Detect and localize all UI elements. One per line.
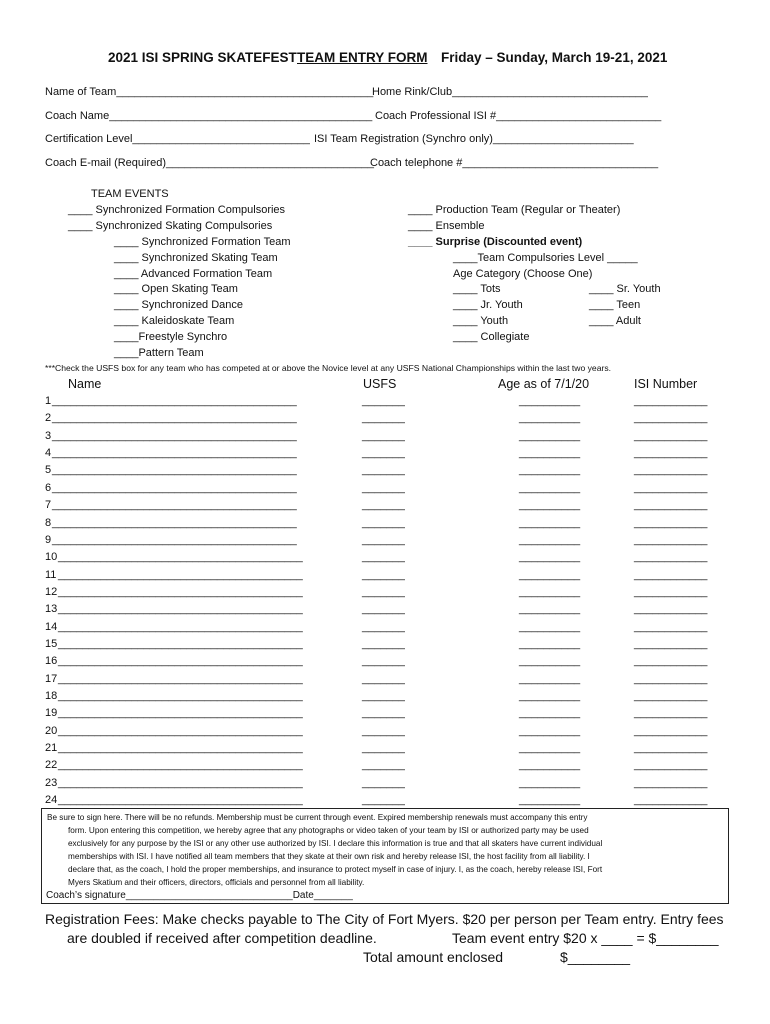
row-number: 19: [45, 707, 58, 720]
skater-name-field[interactable]: ________________________________________: [58, 637, 303, 650]
usfs-field[interactable]: _______: [362, 568, 405, 581]
skater-name-field[interactable]: ________________________________________: [58, 759, 303, 772]
age-field[interactable]: __________: [519, 776, 581, 789]
isi-number-field[interactable]: ____________: [634, 655, 708, 668]
roster-header-age: Age as of 7/1/20: [498, 377, 590, 391]
age-field[interactable]: __________: [519, 620, 581, 633]
isi-number-field[interactable]: ____________: [634, 690, 708, 702]
age-field[interactable]: __________: [519, 672, 581, 685]
row-number: 21: [45, 742, 58, 754]
skater-name-field[interactable]: ________________________________________: [58, 620, 303, 633]
usfs-field[interactable]: _______: [362, 585, 405, 598]
event-formation-compulsories[interactable]: ____ Synchronized Formation Compulsories: [68, 204, 286, 216]
isi-number-field[interactable]: ____________: [634, 464, 708, 477]
coach-signature-field[interactable]: Coach’s signature______________________________Date_______: [46, 890, 353, 901]
row-number: 9: [45, 533, 52, 546]
row-number: 8: [45, 516, 52, 529]
coach-isi-field[interactable]: Coach Professional ISI #___________________________: [375, 110, 662, 122]
legal-line: form. Upon entering this competition, we hereby agree that any photographs or video taken of your team by ISI or authorized party may be used: [68, 826, 589, 835]
isi-number-field[interactable]: ____________: [634, 759, 708, 772]
event-production-team[interactable]: ____ Production Team (Regular or Theater): [408, 204, 621, 216]
isi-number-field[interactable]: ____________: [634, 707, 708, 720]
skater-name-field[interactable]: ________________________________________: [58, 690, 303, 702]
team-entry-calc[interactable]: Team event entry $20 x ____ = $________: [452, 930, 719, 946]
usfs-field[interactable]: _______: [362, 672, 405, 685]
skater-name-field[interactable]: ________________________________________: [52, 412, 297, 425]
usfs-field[interactable]: _______: [362, 655, 405, 668]
skater-name-field[interactable]: ________________________________________: [58, 655, 303, 668]
fees-line-1: Registration Fees: Make checks payable to The City of Fort Myers. $20 per person per Team entry. Entry fees: [45, 911, 724, 927]
skater-name-field[interactable]: ________________________________________: [58, 551, 303, 564]
coach-name-field[interactable]: Coach Name___________________________________________: [45, 110, 373, 122]
age-field[interactable]: __________: [519, 690, 581, 702]
skater-name-field[interactable]: ________________________________________: [58, 707, 303, 720]
usfs-field[interactable]: _______: [362, 759, 405, 772]
row-number: 14: [45, 620, 58, 633]
age-field[interactable]: __________: [519, 412, 581, 425]
age-field[interactable]: __________: [519, 516, 581, 529]
usfs-field[interactable]: _______: [362, 707, 405, 720]
skater-name-field[interactable]: ________________________________________: [58, 585, 303, 598]
legal-line: exclusively for any purpose by the ISI or any other use authorized by ISI. I declare this information is true and that all skaters have current individual: [68, 839, 603, 848]
skater-name-field[interactable]: ________________________________________: [52, 395, 297, 407]
isi-number-field[interactable]: ____________: [634, 637, 708, 650]
usfs-field[interactable]: _______: [362, 637, 405, 650]
row-number: 2: [45, 412, 52, 425]
row-number: 23: [45, 776, 58, 789]
skater-name-field[interactable]: ________________________________________: [52, 429, 297, 442]
event-sub-item[interactable]: ____ Kaleidoskate Team: [114, 315, 235, 327]
isi-number-field[interactable]: ____________: [634, 585, 708, 598]
age-field[interactable]: __________: [519, 429, 581, 442]
event-sub-item[interactable]: ____ Synchronized Dance: [114, 299, 244, 311]
age-field[interactable]: __________: [519, 447, 581, 460]
isi-registration-field[interactable]: ISI Team Registration (Synchro only)_______________________: [314, 133, 634, 145]
row-number: 16: [45, 655, 58, 668]
row-number: 12: [45, 585, 58, 598]
usfs-field[interactable]: _______: [362, 724, 405, 737]
row-number: 20: [45, 724, 58, 737]
isi-number-field[interactable]: ____________: [634, 551, 708, 564]
skater-name-field[interactable]: ________________________________________: [52, 481, 297, 494]
usfs-field[interactable]: _______: [362, 516, 405, 529]
isi-number-field[interactable]: ____________: [634, 742, 708, 754]
usfs-field[interactable]: _______: [362, 395, 405, 407]
usfs-field[interactable]: _______: [362, 776, 405, 789]
age-field[interactable]: __________: [519, 707, 581, 720]
skater-name-field[interactable]: ________________________________________: [52, 499, 297, 512]
isi-number-field[interactable]: ____________: [634, 481, 708, 494]
event-surprise[interactable]: ____ Surprise (Discounted event): [408, 236, 583, 248]
usfs-field[interactable]: _______: [362, 794, 405, 806]
row-number: 7: [45, 499, 52, 512]
age-field[interactable]: __________: [519, 533, 581, 546]
row-number: 17: [45, 672, 58, 685]
age-category-label: Age Category (Choose One): [453, 268, 593, 280]
isi-number-field[interactable]: ____________: [634, 724, 708, 737]
isi-number-field[interactable]: ____________: [634, 620, 708, 633]
age-field[interactable]: __________: [519, 724, 581, 737]
isi-number-field[interactable]: ____________: [634, 568, 708, 581]
event-sub-item[interactable]: ____Pattern Team: [114, 347, 204, 359]
age-field[interactable]: __________: [519, 655, 581, 668]
row-number: 5: [45, 464, 52, 477]
row-number: 24: [45, 794, 58, 806]
isi-number-field[interactable]: ____________: [634, 516, 708, 529]
legal-box: [41, 808, 729, 904]
form-title: [297, 50, 428, 65]
skater-name-field[interactable]: ________________________________________: [58, 776, 303, 789]
row-number: 1: [45, 395, 52, 407]
coach-phone-field[interactable]: Coach telephone #________________________________: [370, 157, 659, 169]
skater-name-field[interactable]: ________________________________________: [58, 568, 303, 581]
team-name-field[interactable]: Name of Team__________________________________________: [45, 86, 374, 98]
event-skating-compulsories[interactable]: ____ Synchronized Skating Compulsories: [68, 220, 273, 232]
usfs-field[interactable]: _______: [362, 499, 405, 512]
age-option[interactable]: ____ Youth: [453, 315, 509, 327]
age-field[interactable]: __________: [519, 637, 581, 650]
event-sub-item[interactable]: ____ Synchronized Skating Team: [114, 252, 278, 264]
age-option[interactable]: ____ Tots: [453, 283, 501, 295]
isi-number-field[interactable]: ____________: [634, 499, 708, 512]
usfs-note: ***Check the USFS box for any team who has competed at or above the Novice level at any USFS National Championships within the last two years.: [45, 363, 612, 373]
home-rink-field[interactable]: Home Rink/Club________________________________: [372, 86, 648, 98]
age-option[interactable]: ____ Adult: [589, 315, 641, 327]
coach-email-field[interactable]: Coach E-mail (Required)__________________________________: [45, 157, 375, 169]
event-dates: Friday – Sunday, March 19-21, 2021: [441, 50, 668, 65]
skater-name-field[interactable]: ________________________________________: [52, 464, 297, 477]
legal-line: memberships with ISI. I have notified all team members that they skate at their own risk and hereby release ISI, the host facility from all liability. I: [68, 852, 590, 861]
row-number: 15: [45, 637, 58, 650]
skater-name-field[interactable]: ________________________________________: [58, 742, 303, 754]
usfs-field[interactable]: _______: [362, 620, 405, 633]
form-title-text: TEAM ENTRY FORM: [297, 50, 428, 65]
total-label: Total amount enclosed: [363, 949, 504, 965]
age-field[interactable]: __________: [519, 499, 581, 512]
event-sub-item[interactable]: ____ Advanced Formation Team: [114, 268, 273, 280]
usfs-field[interactable]: _______: [362, 447, 405, 460]
legal-line: Be sure to sign here. There will be no refunds. Membership must be current through event. Expired membership renewals must accompany this entry: [47, 813, 588, 822]
event-title: 2021 ISI SPRING SKATEFEST: [108, 50, 297, 65]
event-sub-item[interactable]: ____ Synchronized Formation Team: [114, 236, 291, 248]
usfs-field[interactable]: _______: [362, 429, 405, 442]
row-number: 3: [45, 429, 52, 442]
event-sub-item[interactable]: ____ Open Skating Team: [114, 283, 238, 295]
row-number: 18: [45, 690, 58, 702]
isi-number-field[interactable]: ____________: [634, 533, 708, 546]
skater-name-field[interactable]: ________________________________________: [58, 603, 303, 616]
isi-number-field[interactable]: ____________: [634, 429, 708, 442]
usfs-field[interactable]: _______: [362, 481, 405, 494]
isi-number-field[interactable]: ____________: [634, 603, 708, 616]
isi-number-field[interactable]: ____________: [634, 447, 708, 460]
usfs-field[interactable]: _______: [362, 551, 405, 564]
roster-header-isi: ISI Number: [634, 377, 698, 391]
age-field[interactable]: __________: [519, 481, 581, 494]
isi-number-field[interactable]: ____________: [634, 794, 708, 806]
legal-line: declare that, as the coach, I hold the proper memberships, and insurance to protect myself in case of injury. I, as the coach, hereby release ISI, Fort: [68, 865, 603, 874]
age-option[interactable]: ____ Jr. Youth: [453, 299, 523, 311]
age-field[interactable]: __________: [519, 585, 581, 598]
skater-name-field[interactable]: ________________________________________: [58, 794, 303, 806]
isi-number-field[interactable]: ____________: [634, 395, 708, 407]
row-number: 6: [45, 481, 52, 494]
age-field[interactable]: __________: [519, 464, 581, 477]
team-events-heading: TEAM EVENTS: [91, 188, 169, 200]
age-field[interactable]: __________: [519, 603, 581, 616]
skater-name-field[interactable]: ________________________________________: [52, 447, 297, 460]
age-field[interactable]: __________: [519, 759, 581, 772]
skater-name-field[interactable]: ________________________________________: [58, 672, 303, 685]
legal-line: Myers Skatium and their officers, directors, officials and personnel from all liability.: [68, 878, 365, 887]
event-ensemble[interactable]: ____ Ensemble: [408, 220, 485, 232]
row-number: 11: [45, 568, 57, 581]
age-field[interactable]: __________: [519, 742, 581, 754]
isi-number-field[interactable]: ____________: [634, 672, 708, 685]
usfs-field[interactable]: _______: [362, 603, 405, 616]
fees-line-2: are doubled if received after competition deadline.: [67, 930, 377, 946]
usfs-field[interactable]: _______: [362, 533, 405, 546]
age-option[interactable]: ____ Sr. Youth: [589, 283, 661, 295]
skater-name-field[interactable]: ________________________________________: [58, 724, 303, 737]
age-field[interactable]: __________: [519, 551, 581, 564]
row-number: 10: [45, 551, 58, 564]
row-number: 4: [45, 447, 52, 460]
event-team-compulsories[interactable]: ____Team Compulsories Level _____: [453, 252, 638, 264]
total-amount-field[interactable]: $________: [560, 949, 631, 965]
certification-field[interactable]: Certification Level_____________________________: [45, 133, 310, 145]
age-option[interactable]: ____ Collegiate: [453, 331, 530, 343]
usfs-field[interactable]: _______: [362, 464, 405, 477]
age-field[interactable]: __________: [519, 794, 581, 806]
row-number: 13: [45, 603, 58, 616]
age-option[interactable]: ____ Teen: [589, 299, 641, 311]
usfs-field[interactable]: _______: [362, 742, 405, 754]
skater-name-field[interactable]: ________________________________________: [52, 516, 297, 529]
isi-number-field[interactable]: ____________: [634, 412, 708, 425]
event-sub-item[interactable]: ____Freestyle Synchro: [114, 331, 228, 343]
roster-header-name: Name: [68, 377, 102, 391]
age-field[interactable]: __________: [519, 568, 581, 581]
roster-header-usfs: USFS: [363, 377, 397, 391]
age-field[interactable]: __________: [519, 395, 581, 407]
usfs-field[interactable]: _______: [362, 690, 405, 702]
skater-name-field[interactable]: ________________________________________: [52, 533, 297, 546]
row-number: 22: [45, 759, 58, 772]
usfs-field[interactable]: _______: [362, 412, 405, 425]
isi-number-field[interactable]: ____________: [634, 776, 708, 789]
